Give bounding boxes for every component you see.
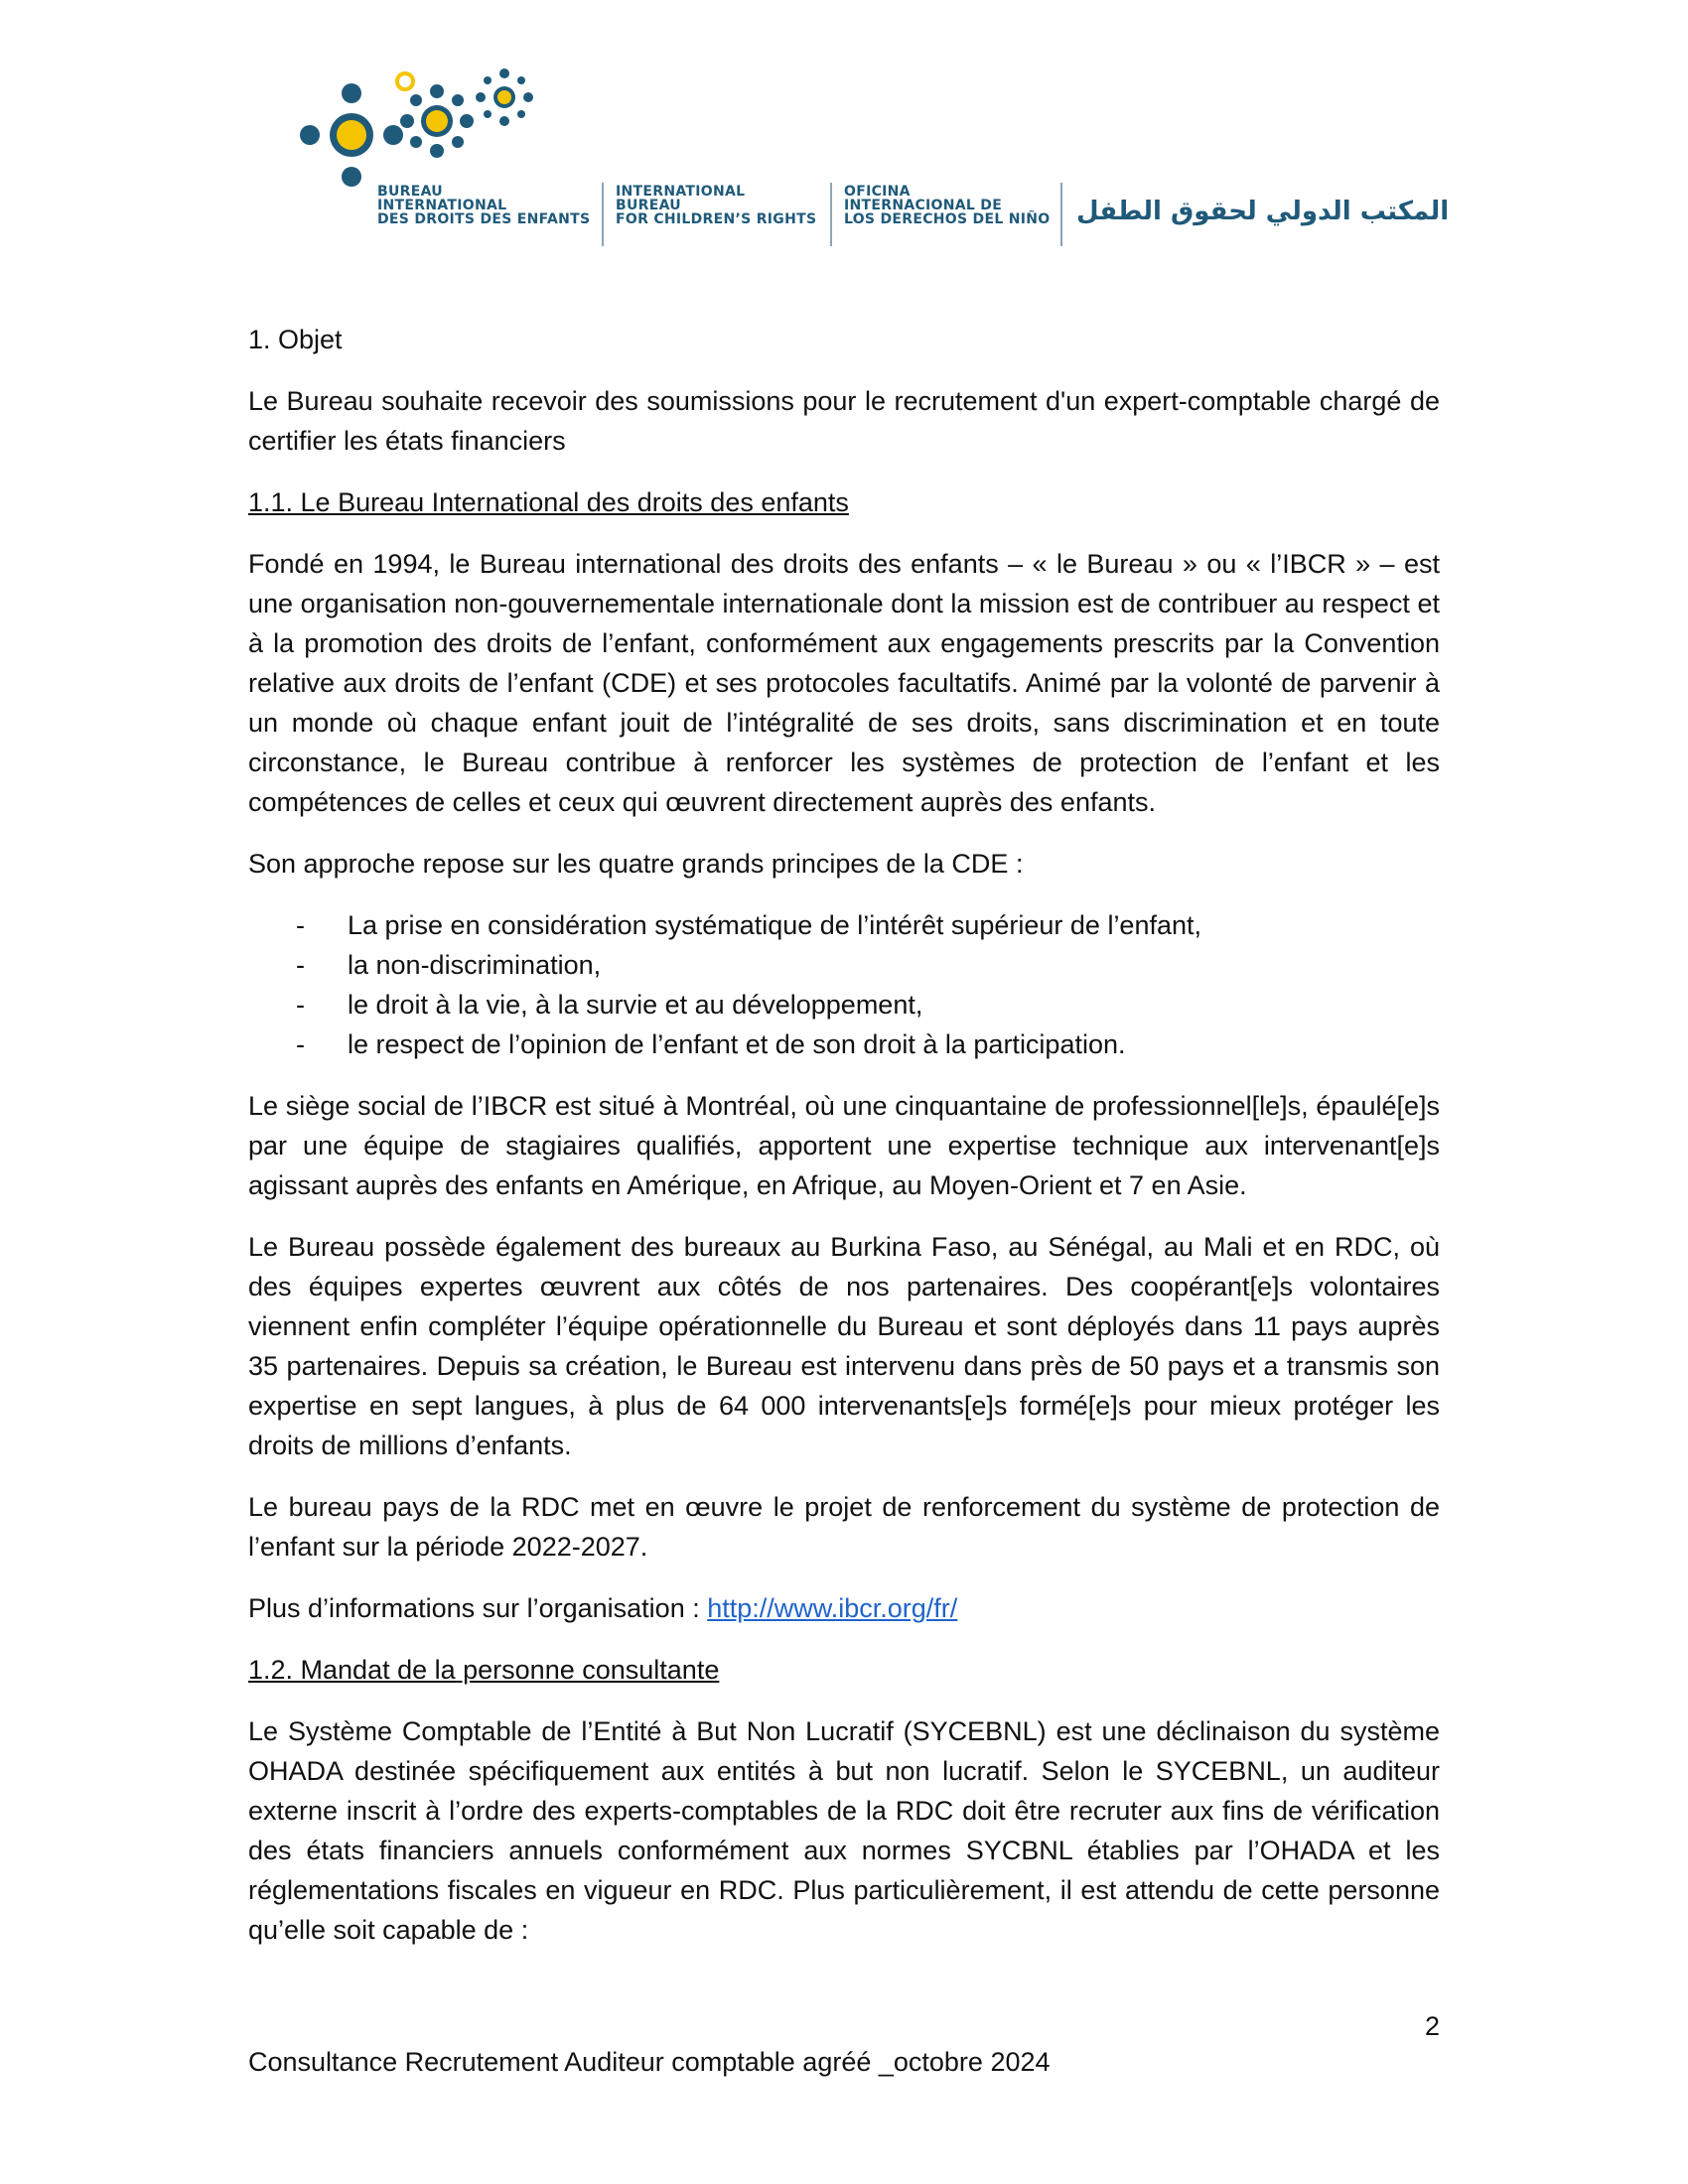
list-dash: - — [296, 910, 305, 940]
page-footer: Consultance Recrutement Auditeur comptable agréé _octobre 2024 — [248, 2047, 1051, 2077]
logo-flower-large — [300, 83, 403, 187]
logo-flower-medium — [397, 73, 474, 158]
section-heading-mandat: 1.2. Mandat de la personne consultante — [248, 1655, 720, 1685]
list-dash: - — [296, 950, 305, 980]
logo-line: FOR CHILDREN’S RIGHTS — [616, 211, 817, 227]
logo-text-es — [844, 185, 1050, 304]
logo-line: BUREAU — [377, 184, 443, 200]
list-item — [248, 945, 1440, 985]
logo-line: INTERNACIONAL DE — [844, 198, 1003, 213]
ibcr-website-link[interactable]: http://www.ibcr.org/fr/ — [707, 1593, 958, 1623]
list-item — [248, 905, 1440, 945]
logo-divider — [602, 183, 604, 246]
logo-line: INTERNATIONAL — [616, 184, 746, 200]
list-item-text: la non-discrimination, — [348, 950, 602, 980]
logo-text-ar: المكتب الدولي لحقوق الطفل — [1076, 197, 1450, 226]
logo-line: OFICINA — [844, 184, 911, 200]
section-heading-objet: 1. Objet — [248, 325, 343, 354]
bureau-paragraph-2: Son approche repose sur les quatre grands principes de la CDE : — [248, 849, 1024, 879]
list-item-text: le droit à la vie, à la survie et au développement, — [348, 990, 923, 1020]
logo-text-fr — [377, 185, 590, 304]
logo-divider — [830, 183, 832, 246]
ibcr-logo-icon — [286, 58, 544, 197]
list-dash: - — [296, 1029, 305, 1059]
header-logo — [286, 58, 1450, 256]
logo-line: INTERNATIONAL — [377, 198, 507, 213]
principles-list — [248, 905, 1440, 1064]
list-item-text: La prise en considération systématique de l’intérêt supérieur de l’enfant, — [348, 910, 1202, 940]
logo-line: DES DROITS DES ENFANTS — [377, 211, 591, 227]
bureau-paragraph-3: Le siège social de l’IBCR est situé à Montréal, où une cinquantaine de professionnel[le]s, épaulé[e]s par une équipe de stagiaires qualifiés, apportent une expertise technique aux intervenant[e]s agissant auprès des enfants en Amérique, en Afrique, au Moyen-Orient et 7 en Asie. — [248, 1091, 1440, 1200]
bureau-paragraph-5: Le bureau pays de la RDC met en œuvre le projet de renforcement du système de protection de l’enfant sur la période 2022-2027. — [248, 1492, 1440, 1562]
logo-divider — [1060, 183, 1062, 246]
logo-line: BUREAU — [616, 198, 681, 213]
list-item — [248, 1024, 1440, 1064]
logo-line: LOS DERECHOS DEL NIÑO — [844, 211, 1051, 227]
bureau-paragraph-4: Le Bureau possède également des bureaux au Burkina Faso, au Sénégal, au Mali et en RDC, où des équipes expertes œuvrent aux côtés de nos partenaires. Des coopérant[e]s volontaires viennent enfin compléter l’équipe opérationnelle du Bureau et sont déployés dans 11 pays auprès 35 partenaires. Depuis sa création, le Bureau est intervenu dans près de 50 pays et a transmis son expertise en sept langues, à plus de 64 000 intervenants[e]s formé[e]s pour mieux protéger les droits de millions d’enfants. — [248, 1232, 1440, 1460]
section-heading-bureau: 1.1. Le Bureau International des droits des enfants — [248, 487, 849, 517]
list-item — [248, 985, 1440, 1024]
logo-text-en — [616, 185, 816, 304]
mandat-paragraph-1: Le Système Comptable de l’Entité à But Non Lucratif (SYCEBNL) est une déclinaison du système OHADA destinée spécifiquement aux entités à but non lucratif. Selon le SYCEBNL, un auditeur externe inscrit à l’ordre des experts-comptables de la RDC doit être recruter aux fins de vérification des états financiers annuels conformément aux normes SYCBNL établies par l’OHADA et les réglementations fiscales en vigueur en RDC. Plus particulièrement, il est attendu de cette personne qu’elle soit capable de : — [248, 1716, 1440, 1945]
bureau-paragraph-6 — [248, 1588, 1440, 1628]
section-objet-text: Le Bureau souhaite recevoir des soumissions pour le recrutement d'un expert-comptable chargé de certifier les états financiers — [248, 386, 1440, 456]
list-item-text: le respect de l’opinion de l’enfant et de son droit à la participation. — [348, 1029, 1126, 1059]
list-dash: - — [296, 990, 305, 1020]
info-prefix: Plus d’informations sur l’organisation : — [248, 1593, 708, 1623]
document-body — [248, 320, 1440, 1972]
logo-flower-small — [476, 68, 533, 126]
page-number: 2 — [1424, 2011, 1440, 2041]
bureau-paragraph-1: Fondé en 1994, le Bureau international des droits des enfants – « le Bureau » ou « l’IBCR » – est une organisation non-gouvernementale internationale dont la mission est de contribuer au respect et à la promotion des droits de l’enfant, conformément aux engagements prescrits par la Convention relative aux droits de l’enfant (CDE) et ses protocoles facultatifs. Animé par la volonté de parvenir à un monde où chaque enfant jouit de l’intégralité de ses droits, sans discrimination et en toute circonstance, le Bureau contribue à renforcer les systèmes de protection de l’enfant et les compétences de celles et ceux qui œuvrent directement auprès des enfants. — [248, 549, 1440, 817]
